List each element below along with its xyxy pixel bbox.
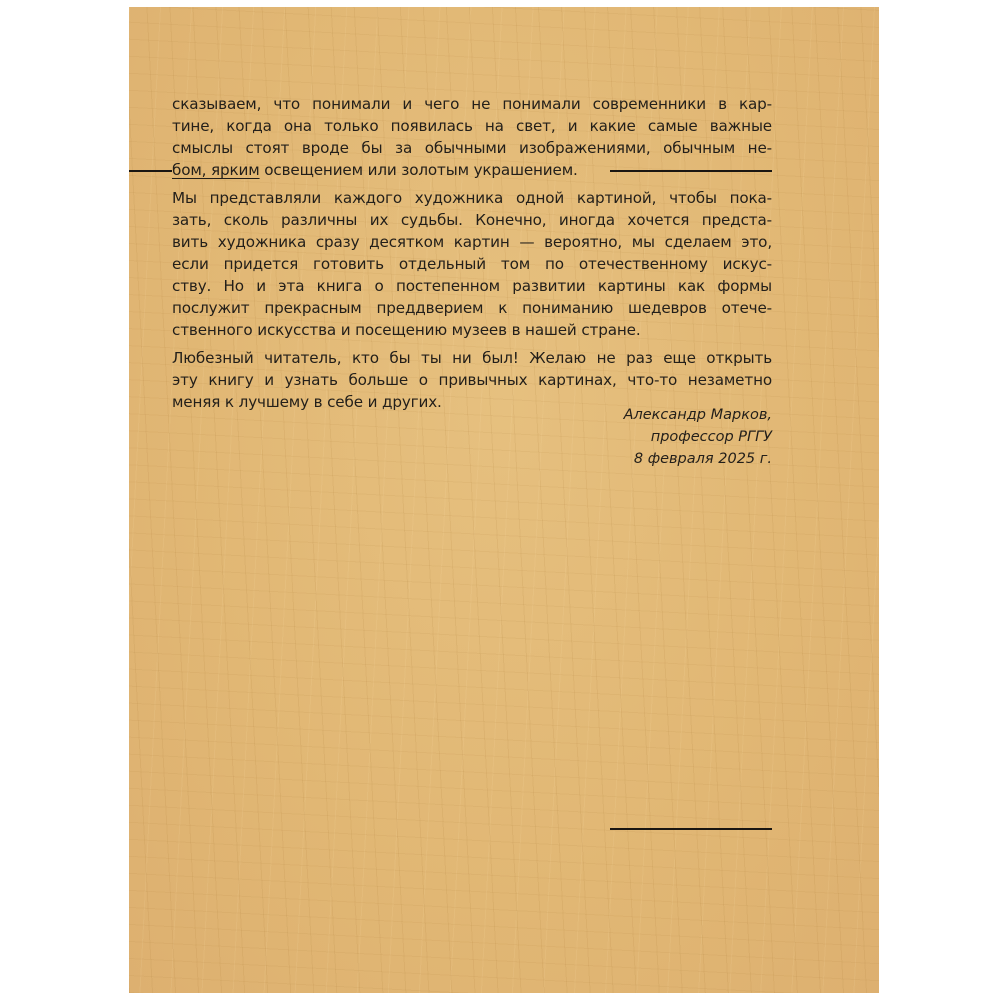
text-line: зать, сколь различны их судьбы. Конечно, иногда хочется предста- <box>172 211 772 229</box>
text-line: смыслы стоят вроде бы за обычными изображениями, обычным не- <box>172 139 772 157</box>
text-line: ственного искусства и посещению музеев в нашей стране. <box>172 321 641 339</box>
decorative-rule-bottom <box>610 828 772 830</box>
text-line: Любезный читатель, кто бы ты ни был! Желаю не раз еще открыть <box>172 349 772 367</box>
author-signature <box>624 404 772 470</box>
text-line: послужит прекрасным преддверием к пониманию шедевров отече- <box>172 299 772 317</box>
underlined-phrase: бом, ярким <box>172 161 260 179</box>
text-line: ству. Но и эта книга о постепенном развитии картины как формы <box>172 277 772 295</box>
text-line: меняя к лучшему в себе и других. <box>172 393 442 411</box>
text-fragment: освещением или золотым украшением. <box>259 161 578 179</box>
author-title: профессор РГГУ <box>650 429 772 445</box>
text-line: если придется готовить отдельный том по отечественному искус- <box>172 255 772 273</box>
book-page <box>129 7 879 993</box>
body-text <box>172 93 772 419</box>
text-line: вить художника сразу десятком картин — вероятно, мы сделаем это, <box>172 233 772 251</box>
decorative-rule-left <box>129 170 172 172</box>
text-line: сказываем, что понимали и чего не понимали современники в кар- <box>172 95 772 113</box>
text-line: эту книгу и узнать больше о привычных картинах, что-то незаметно <box>172 371 772 389</box>
paragraph-1 <box>172 93 772 181</box>
author-name: Александр Марков, <box>623 407 772 423</box>
paragraph-2 <box>172 187 772 341</box>
text-line: тине, когда она только появилась на свет, и какие самые важные <box>172 117 772 135</box>
signature-date: 8 февраля 2025 г. <box>633 451 772 467</box>
text-line <box>172 159 772 181</box>
text-line: Мы представляли каждого художника одной картиной, чтобы пока- <box>172 189 772 207</box>
